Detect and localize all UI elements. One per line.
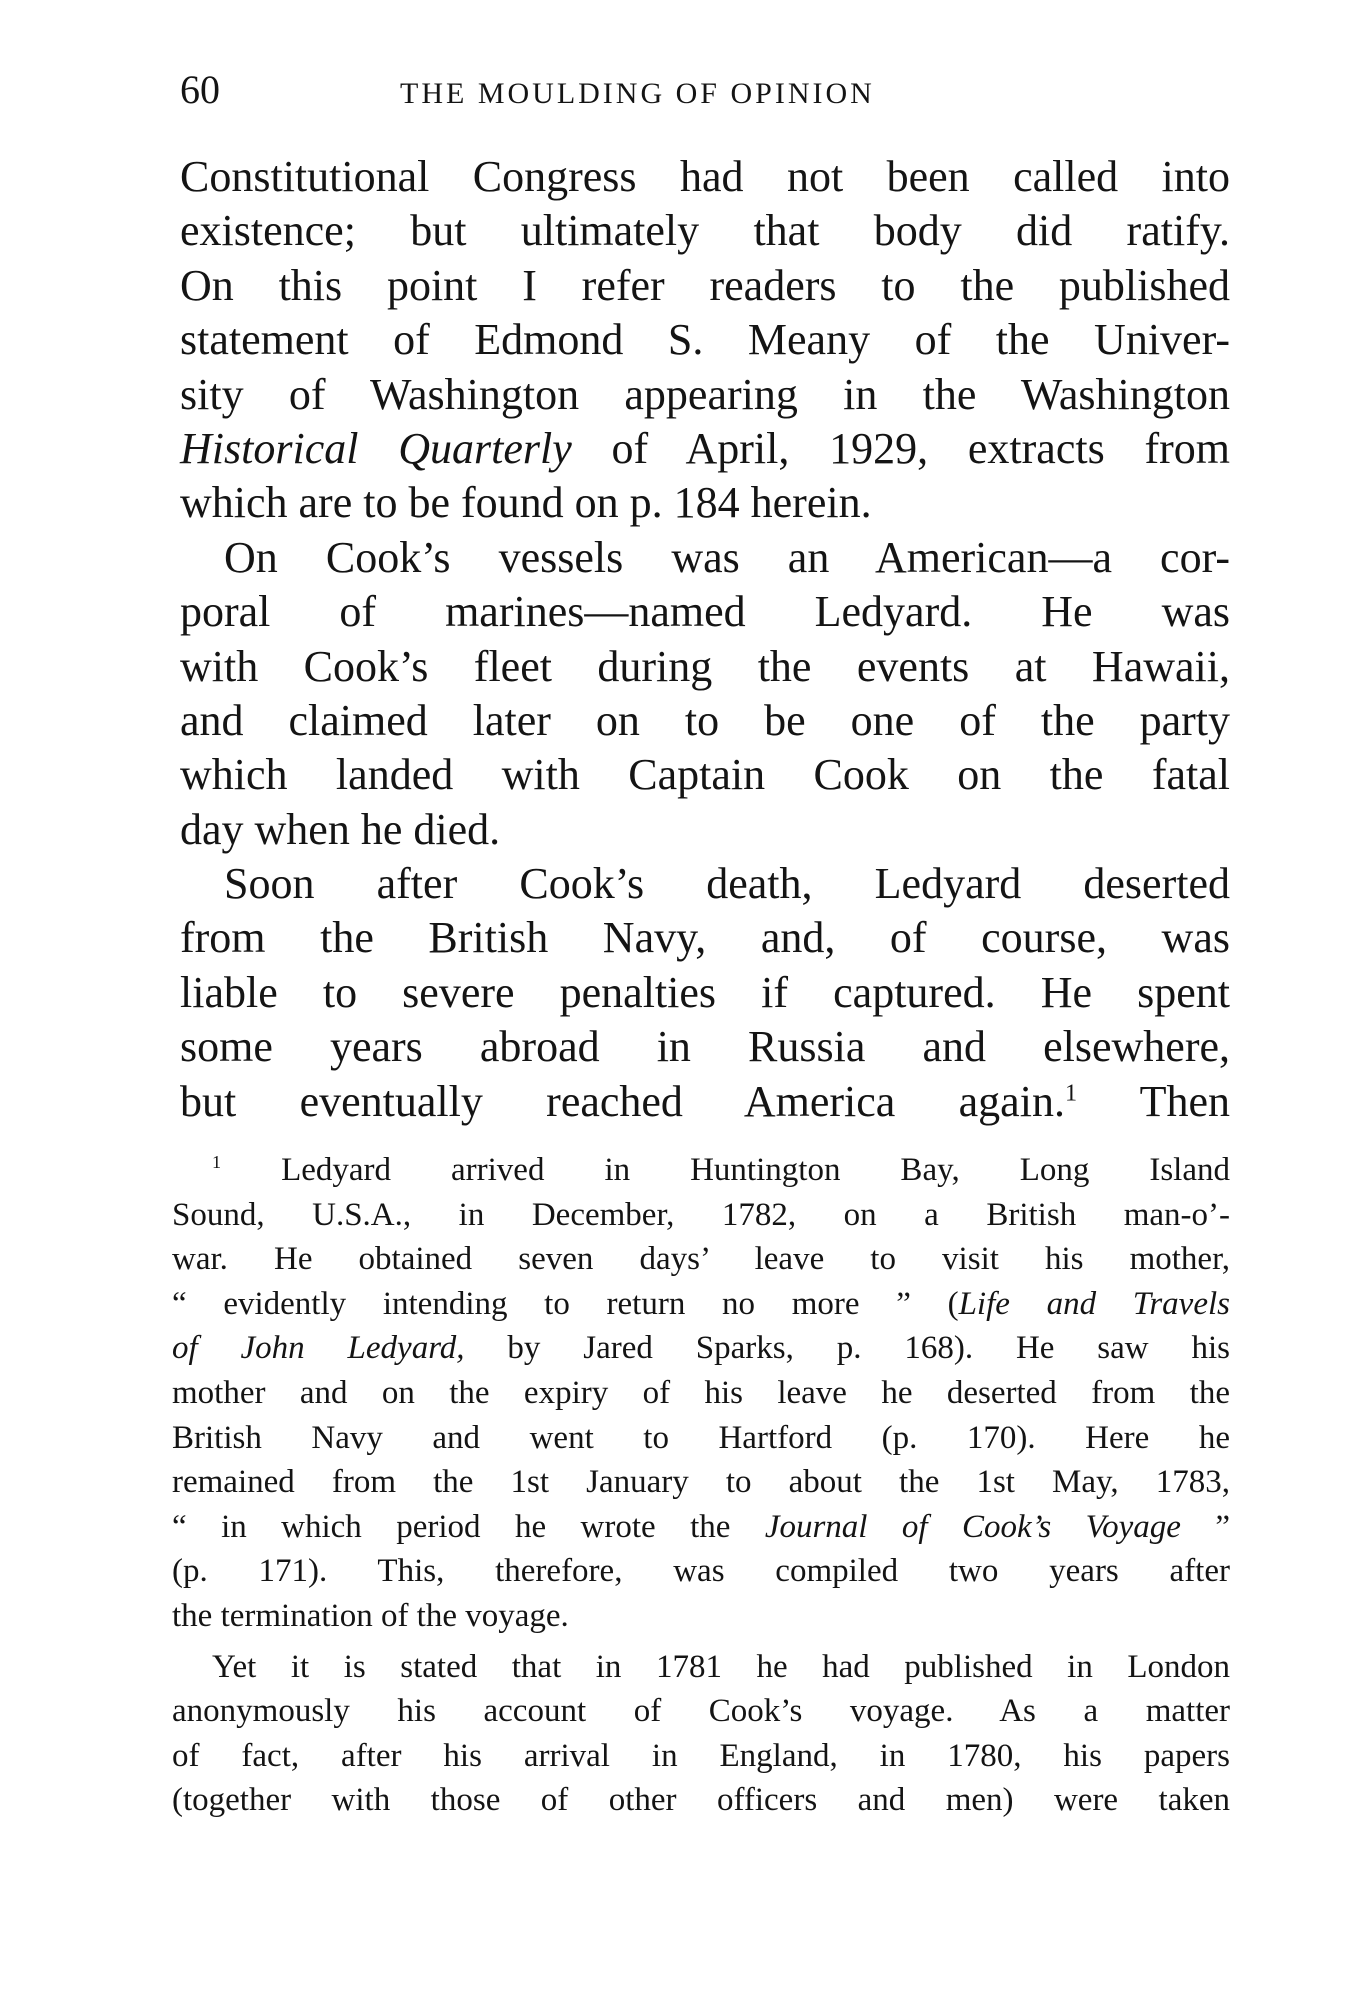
footnote-area bbox=[172, 1148, 1230, 1823]
journal-title: Historical Quarterly bbox=[180, 423, 572, 473]
footnote-1 bbox=[172, 1148, 1230, 1639]
text-line: with Cook’s fleet during the events at Hawaii, bbox=[180, 641, 1230, 691]
footnote-line bbox=[172, 1326, 1230, 1371]
text-line: Soon after Cook’s death, Ledyard deserted bbox=[224, 859, 1230, 909]
text-line bbox=[180, 1075, 1230, 1129]
text-line: which landed with Captain Cook on the fatal bbox=[180, 750, 1230, 800]
text-segment: Then bbox=[1077, 1076, 1230, 1126]
text-line: from the British Navy, and, of course, was bbox=[180, 913, 1230, 963]
footnote-line: the termination of the voyage. bbox=[172, 1597, 569, 1634]
book-title: of John Ledyard, bbox=[172, 1330, 465, 1367]
text-line: which are to be found on p. 184 herein. bbox=[180, 478, 872, 528]
paragraph-1 bbox=[180, 150, 1230, 531]
text-line: existence; but ultimately that body did ratify. bbox=[180, 206, 1230, 256]
text-line: liable to severe penalties if captured. He spent bbox=[180, 967, 1230, 1017]
page-header bbox=[180, 60, 1230, 120]
footnote-line: anonymously his account of Cook’s voyage. As a matter bbox=[172, 1693, 1230, 1730]
running-title: THE MOULDING OF OPINION bbox=[400, 77, 875, 110]
book-title: Life and Travels bbox=[958, 1285, 1230, 1322]
text-segment: “ in which period he wrote the bbox=[172, 1508, 765, 1545]
footnote-line: remained from the 1st January to about the 1st May, 1783, bbox=[172, 1464, 1230, 1501]
footnote-line: (p. 171). This, therefore, was compiled two years after bbox=[172, 1553, 1230, 1590]
text-line: sity of Washington appearing in the Washington bbox=[180, 369, 1230, 419]
footnote-line: (together with those of other officers and men) were taken bbox=[172, 1782, 1230, 1819]
text-line: On Cook’s vessels was an American—a cor- bbox=[224, 532, 1230, 582]
footnote-line: mother and on the expiry of his leave he deserted from the bbox=[172, 1374, 1230, 1411]
text-segment: “ evidently intending to return no more ” ( bbox=[172, 1285, 959, 1322]
footnote-line: British Navy and went to Hartford (p. 170). Here he bbox=[172, 1419, 1230, 1456]
text-line: statement of Edmond S. Meany of the Univer- bbox=[180, 315, 1230, 365]
text-segment: ” bbox=[1180, 1508, 1231, 1545]
text-line: day when he died. bbox=[180, 804, 501, 854]
text-segment: of April, 1929, extracts from bbox=[571, 423, 1230, 473]
text-segment: but eventually reached America again. bbox=[180, 1076, 1065, 1126]
footnote-1-continued bbox=[172, 1645, 1230, 1823]
text-line: poral of marines—named Ledyard. He was bbox=[180, 587, 1230, 637]
footnote-line: Yet it is stated that in 1781 he had published in London bbox=[212, 1648, 1230, 1685]
footnote-reference: 1 bbox=[1064, 1078, 1078, 1106]
footnote-line: of fact, after his arrival in England, in 1780, his papers bbox=[172, 1737, 1230, 1774]
text-line bbox=[180, 422, 1230, 476]
main-text bbox=[180, 150, 1230, 1129]
page-number: 60 bbox=[180, 67, 220, 112]
text-segment: Ledyard arrived in Huntington Bay, Long Island bbox=[221, 1152, 1230, 1188]
footnote-line bbox=[172, 1282, 1230, 1327]
footnote-line: war. He obtained seven days’ leave to visit his mother, bbox=[172, 1241, 1230, 1278]
text-segment: by Jared Sparks, p. 168). He saw his bbox=[464, 1330, 1230, 1367]
text-line: some years abroad in Russia and elsewhere, bbox=[180, 1022, 1230, 1072]
footnote-line: Sound, U.S.A., in December, 1782, on a British man-o’- bbox=[172, 1196, 1230, 1233]
text-line: On this point I refer readers to the published bbox=[180, 260, 1230, 310]
paragraph-3 bbox=[180, 857, 1230, 1129]
footnote-marker: 1 bbox=[212, 1152, 222, 1172]
footnote-line bbox=[172, 1505, 1230, 1550]
text-line: and claimed later on to be one of the party bbox=[180, 695, 1230, 745]
book-title: Journal of Cook’s Voyage bbox=[764, 1508, 1181, 1545]
text-line: Constitutional Congress had not been called into bbox=[180, 152, 1230, 201]
footnote-line bbox=[172, 1148, 1230, 1193]
paragraph-2 bbox=[180, 531, 1230, 857]
